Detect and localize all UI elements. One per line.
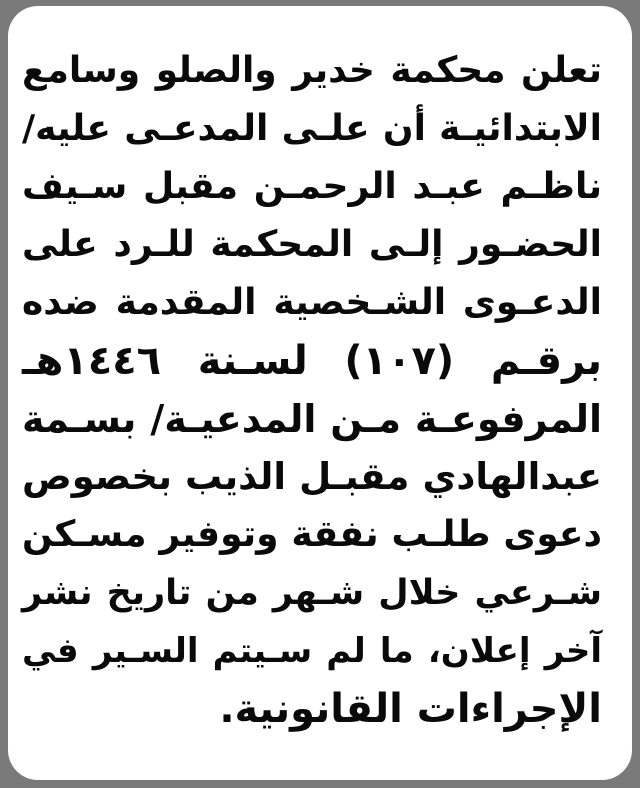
notice-line: شـرعي خلال شـهر من تاريخ نشر — [22, 573, 602, 613]
notice-line: الابتدائيـة أن علـى المدعـى عليه/ — [22, 108, 602, 149]
notice-line: الحضـور إلـى المحكمة للـرد على — [22, 224, 602, 265]
notice-line-last: الإجراءات القانونية. — [219, 686, 602, 732]
notice-line: دعوى طلـب نفقة وتوفير مسـكن — [22, 514, 602, 555]
notice-line: آخر إعلان، ما لم سـيتم السـير في — [22, 631, 602, 671]
notice-line: المرفوعـة مـن المدعيـة/ بسـمة — [22, 397, 602, 441]
notice-box — [8, 6, 632, 780]
notice-line: تعلن محكمة خدير والصلو وسامع — [22, 50, 602, 91]
notice-line: الدعـوى الشـخصية المقدمة ضده — [22, 282, 602, 323]
notice-line: برقـم (١٠٧) لسـنة ١٤٤٦هـ — [22, 338, 602, 384]
notice-line: عبدالهادي مقبـل الذيب بخصوص — [22, 455, 602, 498]
notice-line: ناظـم عبـد الرحمـن مقبل سـيف — [22, 166, 602, 207]
notice-text — [22, 42, 602, 738]
